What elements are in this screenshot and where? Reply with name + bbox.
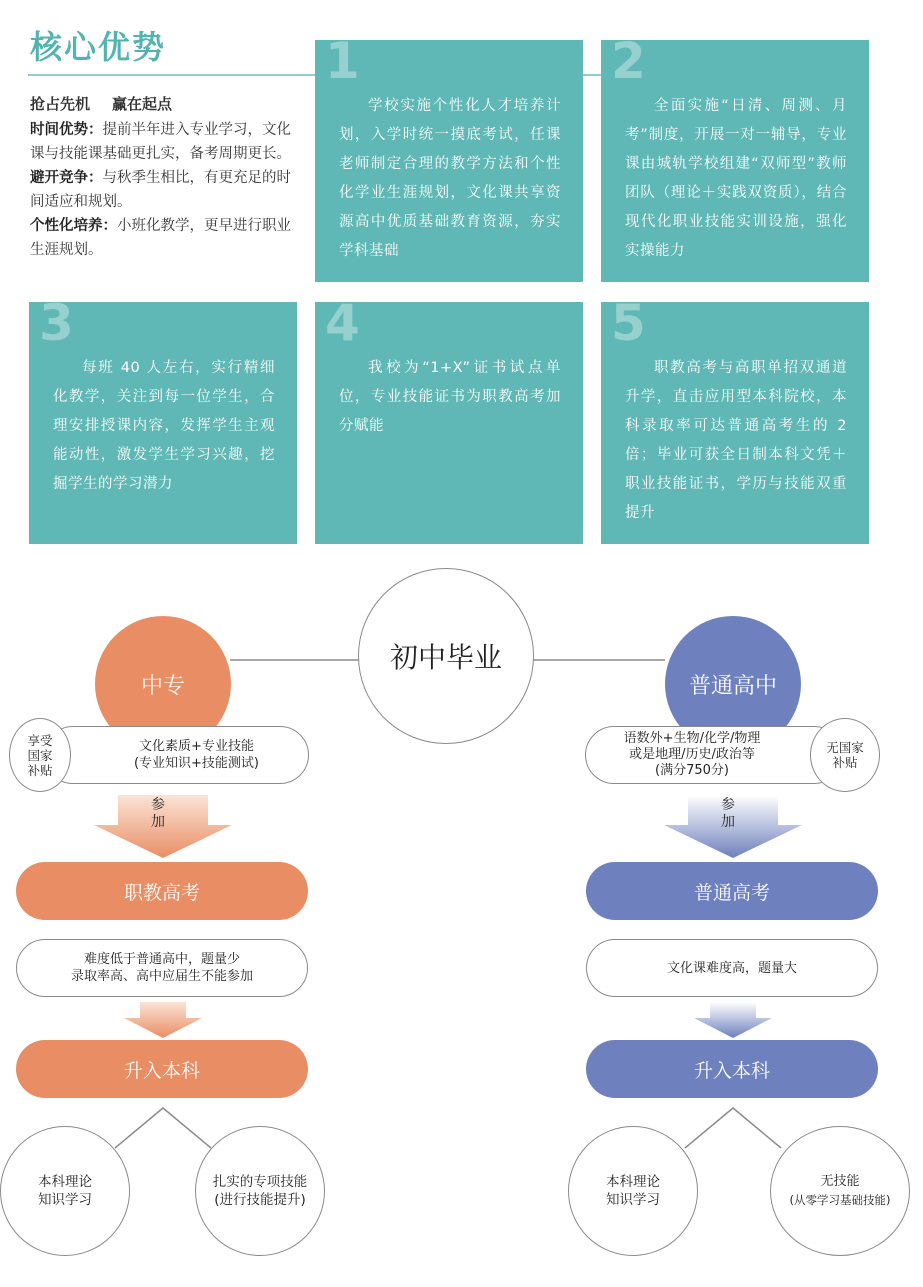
left-branch-a xyxy=(0,1126,130,1256)
right-branch-b xyxy=(770,1126,910,1256)
card-text: 学校实施个性化人才培养计划，入学时统一摸底考试，任课老师制定合理的教学方法和个性化学业生涯规划，文化课共享资源高中优质基础教育资源，夯实学科基础 xyxy=(339,98,561,259)
card-number: 3 xyxy=(39,294,74,352)
left-branch-a-line: 本科理论 xyxy=(38,1174,92,1190)
branch-line xyxy=(115,1108,211,1148)
card-text: 全面实施“日清、周测、月考”制度，开展一对一辅导，专业课由城轨学校组建“双师型”教师团队（理论＋实践双资质），结合现代化职业技能实训设施，强化实操能力 xyxy=(625,98,847,259)
card-text: 职教高考与高职单招双通道升学，直击应用型本科院校，本科录取率可达普通高考生的 2 倍；毕业可获全日制本科文凭＋职业技能证书，学历与技能双重提升 xyxy=(625,360,847,521)
card-number: 4 xyxy=(325,294,360,352)
left-subsidy-badge: 享受国家补贴 xyxy=(9,718,71,792)
right-arrow-label: 参加 xyxy=(721,797,735,830)
arrow-down-icon xyxy=(124,1002,202,1038)
left-branch-b-line: (进行技能提升) xyxy=(214,1192,306,1208)
intro-heading-left: 抢占先机 xyxy=(30,95,91,113)
intro-item-label: 避开竞争： xyxy=(30,170,103,186)
left-subjects-pill xyxy=(44,726,309,784)
branch-line xyxy=(685,1108,781,1148)
intro-heading-right: 赢在起点 xyxy=(112,95,173,113)
card-number: 5 xyxy=(611,294,646,352)
intro-item-label: 个性化培养： xyxy=(30,218,117,234)
right-branch-b-line: (从零学习基础技能) xyxy=(789,1193,891,1207)
intro-item-text: 小班化教学，更早进行职业生涯规划。 xyxy=(30,218,291,258)
page-title: 核心优势 xyxy=(30,28,167,66)
right-branch-b-line: 无技能 xyxy=(820,1174,860,1189)
card-text: 我校为“1+X”证书试点单位，专业技能证书为职教高考加分赋能 xyxy=(339,360,561,434)
right-result-pill: 升入本科 xyxy=(586,1040,878,1098)
left-exam-note xyxy=(16,939,308,997)
right-subjects-line: 或是地理/历史/政治等 xyxy=(629,747,755,762)
left-result-pill: 升入本科 xyxy=(16,1040,308,1098)
left-exam-note-line: 录取率高、高中应届生不能参加 xyxy=(70,969,253,984)
left-arrow-label: 参加 xyxy=(151,797,165,830)
left-node: 中专 xyxy=(95,616,231,752)
left-branch-b xyxy=(195,1126,325,1256)
intro-item-text: 提前半年进入专业学习，文化课与技能课基础更扎实，备考周期更长。 xyxy=(30,122,291,162)
intro-item-label: 时间优势： xyxy=(30,122,103,138)
right-subjects-line: (满分750分) xyxy=(655,763,729,778)
card-number: 1 xyxy=(325,32,360,90)
left-subjects-line: (专业知识+技能测试) xyxy=(133,756,260,771)
right-subjects-pill xyxy=(585,726,843,784)
intro-item-text: 与秋季生相比，有更充足的时间适应和规划。 xyxy=(30,170,291,210)
left-subjects-line: 文化素质+专业技能 xyxy=(139,739,254,754)
arrow-down-icon xyxy=(694,1002,772,1038)
left-branch-a-line: 知识学习 xyxy=(38,1192,92,1208)
right-subjects-line: 语数外+生物/化学/物理 xyxy=(623,731,761,746)
card-text: 每班 40 人左右，实行精细化教学，关注到每一位学生，合理安排授课内容，发挥学生主观能动性，激发学生学习兴趣，挖掘学生的学习潜力 xyxy=(53,360,275,492)
right-exam-pill: 普通高考 xyxy=(586,862,878,920)
right-branch-a-line: 本科理论 xyxy=(606,1174,660,1190)
card-number: 2 xyxy=(611,32,646,90)
left-exam-pill: 职教高考 xyxy=(16,862,308,920)
left-exam-note-line: 难度低于普通高中，题量少 xyxy=(83,952,240,967)
right-branch-a xyxy=(568,1126,698,1256)
right-branch-a-line: 知识学习 xyxy=(606,1192,660,1208)
left-branch-b-line: 扎实的专项技能 xyxy=(212,1174,308,1190)
right-node: 普通高中 xyxy=(665,616,801,752)
center-node: 初中毕业 xyxy=(358,568,534,744)
right-subsidy-badge: 无国家补贴 xyxy=(810,718,880,792)
right-exam-note: 文化课难度高，题量大 xyxy=(586,939,878,997)
